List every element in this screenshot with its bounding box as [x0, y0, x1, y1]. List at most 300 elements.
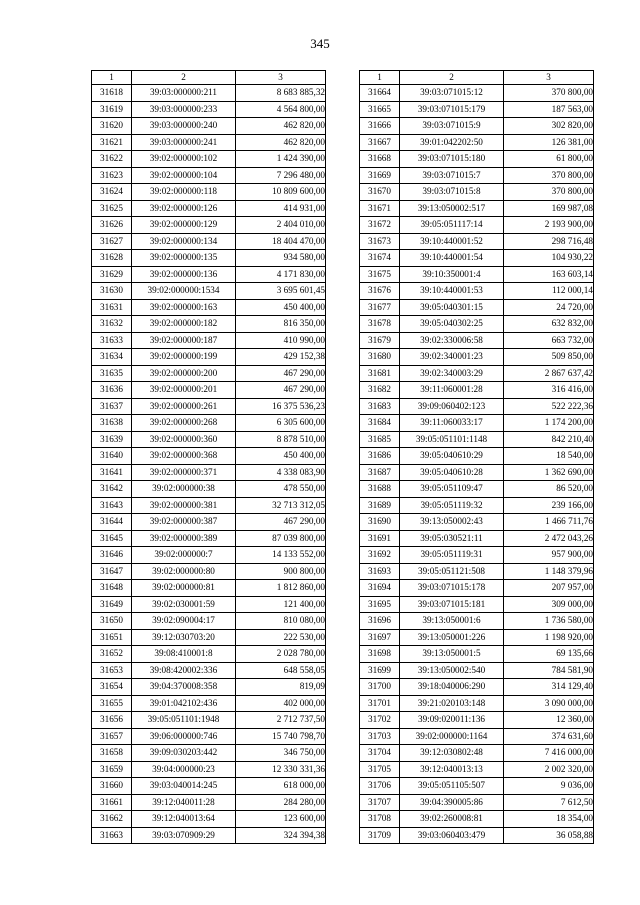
- table-row: [360, 497, 594, 514]
- cadastral-value: 121 400,00: [236, 596, 326, 613]
- table-row: [360, 332, 594, 349]
- row-number: 31624: [92, 184, 132, 201]
- table-row: [360, 398, 594, 415]
- cadastral-number: 39:08:410001:8: [132, 646, 236, 663]
- table-row: [360, 695, 594, 712]
- cadastral-number: 39:03:060403:479: [400, 827, 504, 844]
- cadastral-number: 39:02:090004:17: [132, 613, 236, 630]
- cadastral-value: 112 000,14: [504, 283, 594, 300]
- cadastral-number: 39:02:000000:81: [132, 580, 236, 597]
- cadastral-number: 39:05:051119:31: [400, 547, 504, 564]
- row-number: 31647: [92, 563, 132, 580]
- table-row: [360, 184, 594, 201]
- row-number: 31684: [360, 415, 400, 432]
- row-number: 31688: [360, 481, 400, 498]
- cadastral-number: 39:02:000000:261: [132, 398, 236, 415]
- cadastral-number: 39:02:000000:389: [132, 530, 236, 547]
- cadastral-value: 8 878 510,00: [236, 431, 326, 448]
- row-number: 31690: [360, 514, 400, 531]
- row-number: 31682: [360, 382, 400, 399]
- cadastral-number: 39:04:000000:23: [132, 761, 236, 778]
- cadastral-number: 39:05:040301:15: [400, 299, 504, 316]
- row-number: 31686: [360, 448, 400, 465]
- cadastral-value: 1 148 379,96: [504, 563, 594, 580]
- cadastral-number: 39:18:040006:290: [400, 679, 504, 696]
- cadastral-value: 462 820,00: [236, 118, 326, 135]
- row-number: 31699: [360, 662, 400, 679]
- cadastral-number: 39:09:060402:123: [400, 398, 504, 415]
- table-row: [92, 481, 326, 498]
- cadastral-value: 370 800,00: [504, 184, 594, 201]
- row-number: 31687: [360, 464, 400, 481]
- table-row: [92, 365, 326, 382]
- table-row: [92, 283, 326, 300]
- cadastral-number: 39:02:000000:187: [132, 332, 236, 349]
- cadastral-value: 314 129,40: [504, 679, 594, 696]
- cadastral-value: 6 305 600,00: [236, 415, 326, 432]
- table-row: [92, 695, 326, 712]
- table-row: [360, 563, 594, 580]
- row-number: 31674: [360, 250, 400, 267]
- column-header-3: 3: [504, 71, 594, 85]
- cadastral-value: 467 290,00: [236, 382, 326, 399]
- cadastral-value: 69 135,66: [504, 646, 594, 663]
- table-row: [92, 794, 326, 811]
- cadastral-number: 39:12:030802:48: [400, 745, 504, 762]
- row-number: 31675: [360, 266, 400, 283]
- row-number: 31708: [360, 811, 400, 828]
- cadastral-value: 7 296 480,00: [236, 167, 326, 184]
- cadastral-value: 24 720,00: [504, 299, 594, 316]
- cadastral-number: 39:13:050002:43: [400, 514, 504, 531]
- cadastral-value: 1 736 580,00: [504, 613, 594, 630]
- cadastral-value: 2 867 637,42: [504, 365, 594, 382]
- row-number: 31667: [360, 134, 400, 151]
- cadastral-value: 816 350,00: [236, 316, 326, 333]
- table-row: [92, 514, 326, 531]
- table-row: [360, 349, 594, 366]
- table-row: [92, 233, 326, 250]
- table-row: [360, 547, 594, 564]
- row-number: 31695: [360, 596, 400, 613]
- cadastral-value: 222 530,00: [236, 629, 326, 646]
- row-number: 31666: [360, 118, 400, 135]
- row-number: 31685: [360, 431, 400, 448]
- row-number: 31628: [92, 250, 132, 267]
- table-row: [360, 481, 594, 498]
- cadastral-value: 648 558,05: [236, 662, 326, 679]
- table-row: [92, 728, 326, 745]
- row-number: 31692: [360, 547, 400, 564]
- table-row: [92, 547, 326, 564]
- table-row: [92, 398, 326, 415]
- row-number: 31618: [92, 85, 132, 102]
- row-number: 31639: [92, 431, 132, 448]
- row-number: 31691: [360, 530, 400, 547]
- table-row: [360, 365, 594, 382]
- row-number: 31660: [92, 778, 132, 795]
- cadastral-number: 39:06:000000:746: [132, 728, 236, 745]
- cadastral-value: 663 732,00: [504, 332, 594, 349]
- cadastral-value: 18 404 470,00: [236, 233, 326, 250]
- table-row: [92, 316, 326, 333]
- cadastral-number: 39:05:040302:25: [400, 316, 504, 333]
- cadastral-number: 39:21:020103:148: [400, 695, 504, 712]
- row-number: 31641: [92, 464, 132, 481]
- row-number: 31673: [360, 233, 400, 250]
- cadastral-value: 414 931,00: [236, 200, 326, 217]
- cadastral-value: 18 540,00: [504, 448, 594, 465]
- cadastral-value: 819,09: [236, 679, 326, 696]
- cadastral-number: 39:02:000000:371: [132, 464, 236, 481]
- table-row: [360, 530, 594, 547]
- cadastral-value: 12 360,00: [504, 712, 594, 729]
- table-row: [360, 448, 594, 465]
- cadastral-value: 429 152,38: [236, 349, 326, 366]
- cadastral-value: 810 080,00: [236, 613, 326, 630]
- cadastral-number: 39:05:030521:11: [400, 530, 504, 547]
- column-header-2: 2: [132, 71, 236, 85]
- cadastral-number: 39:04:370008:358: [132, 679, 236, 696]
- table-row: [360, 85, 594, 102]
- row-number: 31697: [360, 629, 400, 646]
- table-row: [92, 563, 326, 580]
- cadastral-value: 618 000,00: [236, 778, 326, 795]
- cadastral-number: 39:03:071015:179: [400, 101, 504, 118]
- table-row: [92, 761, 326, 778]
- table-row: [92, 448, 326, 465]
- cadastral-number: 39:02:000000:136: [132, 266, 236, 283]
- cadastral-number: 39:02:340001:23: [400, 349, 504, 366]
- row-number: 31681: [360, 365, 400, 382]
- cadastral-number: 39:03:071015:181: [400, 596, 504, 613]
- cadastral-number: 39:02:000000:126: [132, 200, 236, 217]
- row-number: 31662: [92, 811, 132, 828]
- row-number: 31677: [360, 299, 400, 316]
- cadastral-number: 39:13:050001:226: [400, 629, 504, 646]
- row-number: 31706: [360, 778, 400, 795]
- cadastral-value: 284 280,00: [236, 794, 326, 811]
- cadastral-value: 187 563,00: [504, 101, 594, 118]
- cadastral-number: 39:02:000000:134: [132, 233, 236, 250]
- row-number: 31637: [92, 398, 132, 415]
- table-row: [360, 382, 594, 399]
- table-row: [360, 283, 594, 300]
- table-row: [92, 431, 326, 448]
- cadastral-value: 1 174 200,00: [504, 415, 594, 432]
- column-header-2: 2: [400, 71, 504, 85]
- cadastral-value: 1 812 860,00: [236, 580, 326, 597]
- right-table: [359, 70, 594, 844]
- cadastral-value: 509 850,00: [504, 349, 594, 366]
- table-row: [92, 266, 326, 283]
- table-row: [360, 728, 594, 745]
- cadastral-value: 61 800,00: [504, 151, 594, 168]
- cadastral-number: 39:13:050001:6: [400, 613, 504, 630]
- row-number: 31642: [92, 481, 132, 498]
- table-header-row: [360, 71, 594, 85]
- table-row: [360, 200, 594, 217]
- cadastral-value: 1 198 920,00: [504, 629, 594, 646]
- row-number: 31626: [92, 217, 132, 234]
- table-row: [360, 316, 594, 333]
- row-number: 31625: [92, 200, 132, 217]
- row-number: 31661: [92, 794, 132, 811]
- cadastral-number: 39:05:051117:14: [400, 217, 504, 234]
- cadastral-number: 39:02:000000:38: [132, 481, 236, 498]
- cadastral-number: 39:05:051121:508: [400, 563, 504, 580]
- cadastral-number: 39:05:051109:47: [400, 481, 504, 498]
- table-row: [360, 250, 594, 267]
- table-row: [92, 299, 326, 316]
- row-number: 31665: [360, 101, 400, 118]
- table-row: [360, 811, 594, 828]
- table-row: [92, 332, 326, 349]
- cadastral-number: 39:02:000000:182: [132, 316, 236, 333]
- cadastral-value: 36 058,88: [504, 827, 594, 844]
- table-row: [360, 629, 594, 646]
- cadastral-number: 39:03:000000:241: [132, 134, 236, 151]
- table-row: [92, 85, 326, 102]
- table-row: [92, 712, 326, 729]
- cadastral-number: 39:05:051101:1148: [400, 431, 504, 448]
- row-number: 31683: [360, 398, 400, 415]
- cadastral-number: 39:03:071015:8: [400, 184, 504, 201]
- row-number: 31703: [360, 728, 400, 745]
- table-row: [360, 596, 594, 613]
- cadastral-value: 370 800,00: [504, 167, 594, 184]
- row-number: 31646: [92, 547, 132, 564]
- cadastral-number: 39:02:330006:58: [400, 332, 504, 349]
- cadastral-value: 784 581,90: [504, 662, 594, 679]
- cadastral-number: 39:10:440001:53: [400, 283, 504, 300]
- cadastral-value: 8 683 885,32: [236, 85, 326, 102]
- table-row: [360, 679, 594, 696]
- table-row: [92, 200, 326, 217]
- cadastral-number: 39:02:000000:381: [132, 497, 236, 514]
- table-row: [92, 151, 326, 168]
- cadastral-number: 39:09:020011:136: [400, 712, 504, 729]
- cadastral-number: 39:02:000000:7: [132, 547, 236, 564]
- cadastral-number: 39:12:030703:20: [132, 629, 236, 646]
- cadastral-number: 39:13:050001:5: [400, 646, 504, 663]
- row-number: 31652: [92, 646, 132, 663]
- table-row: [92, 662, 326, 679]
- table-row: [92, 497, 326, 514]
- row-number: 31648: [92, 580, 132, 597]
- row-number: 31627: [92, 233, 132, 250]
- cadastral-value: 4 338 083,90: [236, 464, 326, 481]
- cadastral-value: 450 400,00: [236, 448, 326, 465]
- row-number: 31693: [360, 563, 400, 580]
- cadastral-number: 39:10:350001:4: [400, 266, 504, 283]
- row-number: 31632: [92, 316, 132, 333]
- cadastral-value: 316 416,00: [504, 382, 594, 399]
- cadastral-value: 324 394,38: [236, 827, 326, 844]
- cadastral-value: 2 028 780,00: [236, 646, 326, 663]
- cadastral-number: 39:02:000000:387: [132, 514, 236, 531]
- row-number: 31643: [92, 497, 132, 514]
- table-row: [92, 613, 326, 630]
- cadastral-number: 39:03:071015:12: [400, 85, 504, 102]
- table-row: [360, 266, 594, 283]
- cadastral-value: 32 713 312,05: [236, 497, 326, 514]
- cadastral-number: 39:02:000000:1534: [132, 283, 236, 300]
- cadastral-number: 39:03:071015:7: [400, 167, 504, 184]
- table-row: [360, 464, 594, 481]
- cadastral-number: 39:08:420002:336: [132, 662, 236, 679]
- cadastral-number: 39:02:000000:268: [132, 415, 236, 432]
- row-number: 31645: [92, 530, 132, 547]
- cadastral-number: 39:03:071015:178: [400, 580, 504, 597]
- cadastral-value: 86 520,00: [504, 481, 594, 498]
- cadastral-number: 39:05:051119:32: [400, 497, 504, 514]
- row-number: 31653: [92, 662, 132, 679]
- cadastral-value: 934 580,00: [236, 250, 326, 267]
- cadastral-value: 163 603,14: [504, 266, 594, 283]
- column-header-1: 1: [92, 71, 132, 85]
- cadastral-value: 370 800,00: [504, 85, 594, 102]
- row-number: 31622: [92, 151, 132, 168]
- cadastral-value: 374 631,60: [504, 728, 594, 745]
- table-row: [360, 101, 594, 118]
- table-row: [92, 349, 326, 366]
- cadastral-number: 39:03:000000:240: [132, 118, 236, 135]
- cadastral-value: 4 171 830,00: [236, 266, 326, 283]
- row-number: 31698: [360, 646, 400, 663]
- cadastral-number: 39:02:000000:129: [132, 217, 236, 234]
- table-row: [92, 250, 326, 267]
- cadastral-number: 39:05:040610:29: [400, 448, 504, 465]
- cadastral-value: 302 820,00: [504, 118, 594, 135]
- cadastral-number: 39:02:030001:59: [132, 596, 236, 613]
- row-number: 31671: [360, 200, 400, 217]
- cadastral-value: 18 354,00: [504, 811, 594, 828]
- cadastral-number: 39:01:042102:436: [132, 695, 236, 712]
- cadastral-value: 1 362 690,00: [504, 464, 594, 481]
- cadastral-value: 9 036,00: [504, 778, 594, 795]
- cadastral-value: 87 039 800,00: [236, 530, 326, 547]
- cadastral-number: 39:03:040014:245: [132, 778, 236, 795]
- cadastral-value: 169 987,08: [504, 200, 594, 217]
- cadastral-number: 39:02:000000:199: [132, 349, 236, 366]
- row-number: 31701: [360, 695, 400, 712]
- cadastral-value: 16 375 536,23: [236, 398, 326, 415]
- cadastral-value: 14 133 552,00: [236, 547, 326, 564]
- cadastral-number: 39:02:000000:368: [132, 448, 236, 465]
- cadastral-value: 1 466 711,76: [504, 514, 594, 531]
- cadastral-number: 39:03:071015:9: [400, 118, 504, 135]
- row-number: 31700: [360, 679, 400, 696]
- table-row: [92, 811, 326, 828]
- row-number: 31702: [360, 712, 400, 729]
- row-number: 31638: [92, 415, 132, 432]
- row-number: 31649: [92, 596, 132, 613]
- cadastral-number: 39:13:050002:540: [400, 662, 504, 679]
- table-row: [92, 464, 326, 481]
- cadastral-number: 39:02:340003:29: [400, 365, 504, 382]
- cadastral-value: 12 330 331,36: [236, 761, 326, 778]
- table-row: [360, 662, 594, 679]
- cadastral-number: 39:02:000000:135: [132, 250, 236, 267]
- row-number: 31629: [92, 266, 132, 283]
- row-number: 31620: [92, 118, 132, 135]
- cadastral-value: 2 002 320,00: [504, 761, 594, 778]
- table-row: [360, 778, 594, 795]
- cadastral-value: 467 290,00: [236, 365, 326, 382]
- row-number: 31669: [360, 167, 400, 184]
- table-row: [92, 580, 326, 597]
- row-number: 31678: [360, 316, 400, 333]
- table-row: [360, 167, 594, 184]
- row-number: 31668: [360, 151, 400, 168]
- row-number: 31654: [92, 679, 132, 696]
- table-row: [92, 217, 326, 234]
- row-number: 31676: [360, 283, 400, 300]
- cadastral-value: 2 472 043,26: [504, 530, 594, 547]
- cadastral-value: 467 290,00: [236, 514, 326, 531]
- cadastral-value: 10 809 600,00: [236, 184, 326, 201]
- cadastral-number: 39:05:051105:507: [400, 778, 504, 795]
- table-row: [92, 118, 326, 135]
- row-number: 31650: [92, 613, 132, 630]
- cadastral-number: 39:05:051101:1948: [132, 712, 236, 729]
- cadastral-number: 39:09:030203:442: [132, 745, 236, 762]
- cadastral-value: 450 400,00: [236, 299, 326, 316]
- cadastral-value: 298 716,48: [504, 233, 594, 250]
- table-header-row: [92, 71, 326, 85]
- table-row: [92, 679, 326, 696]
- cadastral-number: 39:03:071015:180: [400, 151, 504, 168]
- cadastral-number: 39:11:060001:28: [400, 382, 504, 399]
- cadastral-value: 239 166,00: [504, 497, 594, 514]
- row-number: 31621: [92, 134, 132, 151]
- row-number: 31636: [92, 382, 132, 399]
- cadastral-value: 207 957,00: [504, 580, 594, 597]
- cadastral-value: 3 090 000,00: [504, 695, 594, 712]
- cadastral-number: 39:10:440001:52: [400, 233, 504, 250]
- cadastral-number: 39:02:000000:80: [132, 563, 236, 580]
- cadastral-value: 7 612,50: [504, 794, 594, 811]
- table-row: [360, 299, 594, 316]
- row-number: 31704: [360, 745, 400, 762]
- cadastral-value: 4 564 800,00: [236, 101, 326, 118]
- row-number: 31623: [92, 167, 132, 184]
- cadastral-value: 522 222,36: [504, 398, 594, 415]
- cadastral-number: 39:02:000000:201: [132, 382, 236, 399]
- cadastral-value: 3 695 601,45: [236, 283, 326, 300]
- row-number: 31664: [360, 85, 400, 102]
- row-number: 31657: [92, 728, 132, 745]
- table-row: [360, 514, 594, 531]
- row-number: 31619: [92, 101, 132, 118]
- table-row: [360, 761, 594, 778]
- table-row: [360, 794, 594, 811]
- table-row: [92, 415, 326, 432]
- cadastral-value: 632 832,00: [504, 316, 594, 333]
- table-row: [360, 646, 594, 663]
- table-row: [92, 101, 326, 118]
- table-row: [92, 629, 326, 646]
- column-header-3: 3: [236, 71, 326, 85]
- row-number: 31658: [92, 745, 132, 762]
- row-number: 31659: [92, 761, 132, 778]
- row-number: 31655: [92, 695, 132, 712]
- cadastral-number: 39:01:042202:50: [400, 134, 504, 151]
- table-row: [92, 530, 326, 547]
- cadastral-number: 39:11:060033:17: [400, 415, 504, 432]
- cadastral-number: 39:12:040013:64: [132, 811, 236, 828]
